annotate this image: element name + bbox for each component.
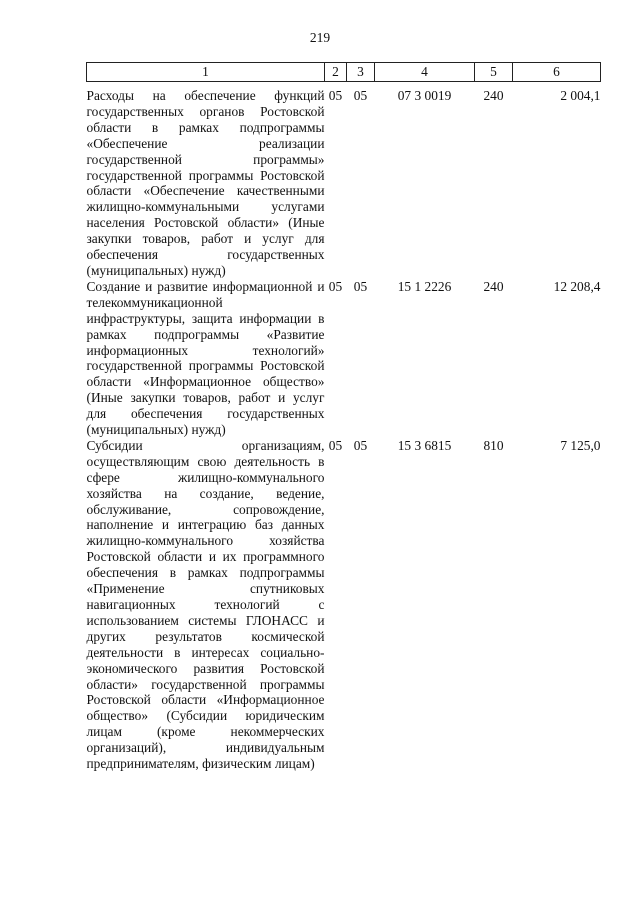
- table-header: [87, 63, 601, 82]
- row-section: 05: [328, 88, 343, 103]
- table-row: [87, 279, 601, 438]
- table-row: [87, 438, 601, 772]
- row-subsection: 05: [353, 88, 368, 103]
- row-description: Расходы на обеспечение функций государственных органов Ростовской области в рамках подпрограммы «Обеспечение реализации государственной программы» государственной программы Ростовской области «Обеспечение качественными жилищно-коммунальными услугами населения Ростовской области» (Иные закупки товаров, работ и услуг для обеспечения государственных (муниципальных) нужд): [86, 88, 325, 278]
- row-target-article: 15 3 6815: [397, 437, 452, 453]
- row-expense-type: 240: [483, 88, 504, 103]
- header-col-2: 2: [325, 63, 347, 82]
- row-target-article: 15 1 2226: [397, 278, 452, 294]
- header-col-6: 6: [513, 63, 601, 82]
- row-amount: 7 125,0: [560, 437, 601, 453]
- header-col-3: 3: [347, 63, 375, 82]
- row-amount: 12 208,4: [553, 278, 601, 294]
- header-row: [87, 63, 601, 82]
- row-description: Субсидии организациям, осуществляющим свою деятельность в сфере жилищно-коммунального хозяйства на создание, ведение, обслуживание, сопровождение, наполнение и интеграцию баз данных жилищно-коммунального хозяйства Ростовской области и их программного обеспечения в рамках подпрограммы «Применение спутниковых навигационных технологий с использованием системы ГЛОНАСС и других результатов космической деятельности в интересах социально-экономического развития Ростовской области» государственной программы Ростовской области «Информационное общество» (Субсидии юридическим лицам (кроме некоммерческих организаций), индивидуальным предпринимателям, физическим лицам): [86, 437, 325, 772]
- page-number: 219: [309, 30, 331, 45]
- budget-table: [86, 62, 601, 772]
- row-description: Создание и развитие информационной и телекоммуникационной инфраструктуры, защита информации в рамках подпрограммы «Развитие информационных технологий» государственной программы Ростовской области «Информационное общество» (Иные закупки товаров, работ и услуг для обеспечения государственных (муниципальных) нужд): [86, 278, 325, 438]
- table-body: [87, 82, 601, 772]
- row-subsection: 05: [353, 278, 368, 294]
- row-subsection: 05: [353, 437, 368, 453]
- table-row: [87, 82, 601, 279]
- row-target-article: 07 3 0019: [397, 88, 452, 103]
- header-col-5: 5: [475, 63, 513, 82]
- row-section: 05: [328, 437, 343, 453]
- row-expense-type: 810: [483, 437, 504, 453]
- row-amount: 2 004,1: [560, 88, 601, 103]
- row-section: 05: [328, 278, 343, 294]
- header-col-4: 4: [375, 63, 475, 82]
- header-col-1: 1: [87, 63, 325, 82]
- row-expense-type: 240: [483, 278, 504, 294]
